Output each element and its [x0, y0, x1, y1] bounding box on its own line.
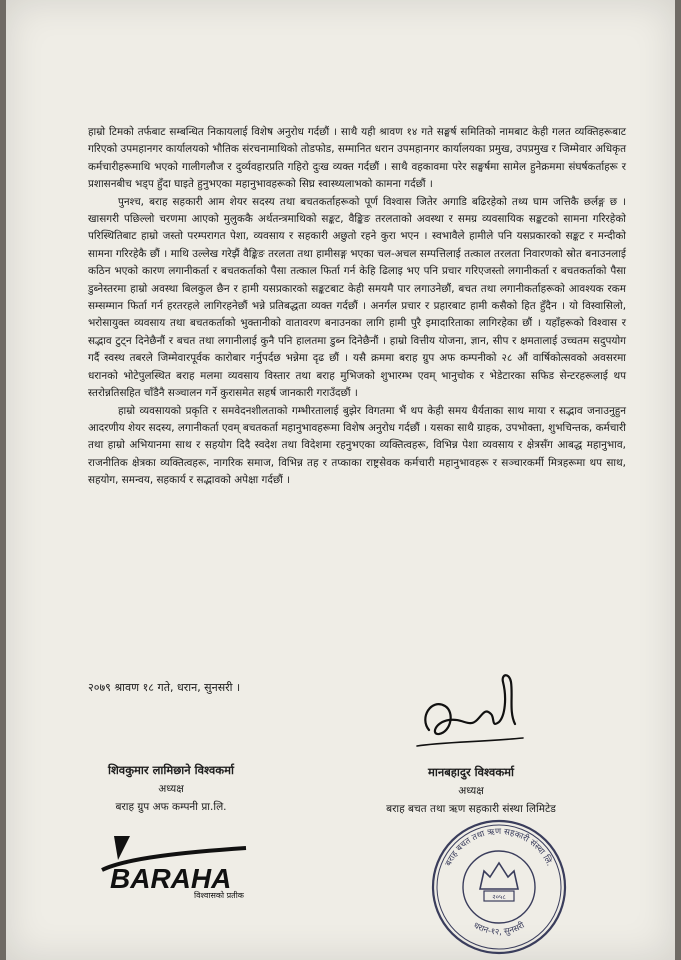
logo-brand-text: BARAHA — [110, 863, 232, 894]
date-line: २०७९ श्रावण १८ गते, धरान, सुनसरी । — [88, 681, 241, 694]
seal-bottom-text: धरान-१२, सुनसरी — [471, 920, 527, 938]
signatory-left-org: बराह ग्रुप अफ कम्पनी प्रा.लि. — [115, 801, 227, 813]
paragraph-1: हाम्रो टिमको तर्फबाट सम्बन्धित निकायलाई विशेष अनुरोध गर्दछौं । साथै यही श्रावण १४ गते सङ्घर्ष समितिको नामबाट केही गलत व्यक्तिहरूबाट गरिएको उपमहानगर कार्यालयको भौतिक संरचनामाथिको तोडफोड, सम्मानित धरान उपमहानगर कार्यालयका प्रमुख, उपप्रमुख र जिम्मेवार अधिकृत कर्मचारीहरूमाथि भएको गालीगलौज र दुर्व्यवहारप्रति गहिरो दुःख व्यक्त गर्दछौं । साथै वहकावमा परेर सङ्घर्षमा सामेल हुनेक्रममा संघर्षकर्ताहरू र प्रशासनबीच भड्प हुँदा घाइते हुनुभएका महानुभावहरूको सिघ्र स्वास्थ्यलाभको कामना गर्दछौं । — [88, 126, 626, 191]
signatory-left-role: अध्यक्ष — [158, 783, 184, 795]
letter-body — [88, 124, 626, 490]
baraha-logo — [96, 830, 256, 900]
signatory-left-name: शिवकुमार लामिछाने विश्वकर्मा — [108, 763, 234, 777]
paragraph-2: पुनश्च, बराह सहकारी आम शेयर सदस्य तथा बचतकर्ताहरूको पूर्ण विश्वास जितेर अगाडि बढिरहेको तथ्य घाम जत्तिकै छर्लङ्ग छ । खासगरी पछिल्लो चरणमा आएको मुलुककै अर्थतन्त्रमाथिको सङ्कट, वैङ्किङ तरलताको अवस्था र समग्र व्यवसायिक सङ्कटको सामना गरिरहेको परिस्थितिबाट हाम्रो जस्तो परम्परागत पेशा, व्यवसाय र सहकारी अछुतो रहने कुरा भएन । स्वभावैले हामीले पनि यसप्रकारको सङ्कट र मन्दीको सामना गरिरहेकै छौं । माथि उल्लेख गरेझैं वैङ्किङ तरलता तथा हामीसङ्ग भएका चल-अचल सम्पत्तिलाई तत्काल तरलता निवारणको स्रोत बनाउनलाई कठिन भएको कारण लगानीकर्ता र बचतकर्ताको पैसा तत्काल फिर्ता गर्न केहि ढिलाइ भए पनि प्रचार गरिएजस्तो लगानीकर्ता र बचतकर्ताको पैसा डुब्नेस्तरमा हाम्रो अवस्था बिलकुल छैन र हामी यसप्रकारको सङ्कटबाट केही समयमै पार लगाउनेछौं, बचत तथा लगानीकर्ताहरूको आवश्यक रकम सम्सम्मान फिर्ता गर्न हरतरहले लागिरहनेछौं भन्ने प्रतिबद्धता व्यक्त गर्दछौं । अनर्गल प्रचार र प्रहारबाट हामी कसैको हित हुँदैन । यो विस्वासिलो, भरोसायुक्त व्यवसाय तथा बचतकर्ताको भुक्तानीको वातावरण बनाउनका लागि हामी पुरै इमादारिताका लागिरहेका छौं । यहाँहरूको विश्वास र सद्भाव टुट्न दिनेछैनौं र बचत तथा लगानीलाई कुनै पनि हालतमा डुब्न दिनेछैनौं । हाम्रो वित्तीय योजना, ज्ञान, सीप र क्षमतालाई उच्चतम सदुपयोग गर्दै स्वस्थ तबरले जिम्मेवारपूर्वक कारोबार गर्नुपर्दछ भन्नेमा दृढ छौं । यसै क्रममा बराह ग्रुप अफ कम्पनीको २८ औं वार्षिकोत्सवको अवसरमा धरानको भोटेपुलस्थित बराह मलमा व्यवसाय विस्तार तथा बराह मुभिजको शुभारम्भ एवम् भानुचोक र भेडेटारका सफिड सेन्टरहरूलाई थप स्तरोन्नतिसहित चाँडैनै सञ्चालन गर्ने कुरासमेत सहर्ष जानकारी गराउँदछौं । — [88, 195, 626, 400]
handwritten-signature — [411, 668, 531, 763]
signatory-right-role: अध्यक्ष — [458, 785, 484, 797]
svg-text:धरान-१२, सुनसरी — [472, 919, 528, 937]
signatory-left — [66, 763, 276, 814]
letter-page — [6, 0, 675, 960]
signatory-right-org: बराह बचत तथा ऋण सहकारी संस्था लिमिटेड — [386, 803, 556, 815]
signatory-right — [336, 765, 606, 816]
seal-ring-text: बराह बचत तथा ऋण सहकारी संस्था लि. — [443, 826, 555, 868]
seal-center-text: २०५८ — [492, 893, 506, 901]
logo-tagline: विश्वासको प्रतीक — [194, 891, 244, 900]
cooperative-seal — [424, 815, 574, 955]
paragraph-3: हाम्रो व्यवसायको प्रकृति र समवेदनशीलताको गम्भीरतालाई बुझेर विगतमा भैं थप केही समय धैर्यताका साथ माया र सद्भाव जनाउनुहुन आदरणीय शेयर सदस्य, लगानीकर्ता एवम् बचतकर्ता महानुभावहरूमा विशेष अनुरोध गर्दछौं । यसका साथै ग्राहक, उपभोक्ता, शुभचिन्तक, कर्मचारी तथा हाम्रो अभियानमा साथ र सहयोग दिदै स्वदेश तथा विदेशमा रहनुभएका व्यक्तित्वहरू, विभिन्न पेशा व्यवसाय र क्षेत्रसँग आबद्ध महानुभाव, राजनीतिक क्षेत्रका व्यक्तित्वहरू, नागरिक समाज, विभिन्न तह र तप्काका राष्ट्रसेवक कर्मचारी महानुभावहरू र सञ्चारकर्मी मित्रहरूमा थप साथ, सहयोग, समन्वय, सहकार्य र सद्भावको अपेक्षा गर्दछौं । — [88, 404, 626, 487]
signatory-right-name: मानबहादुर विश्वकर्मा — [427, 765, 515, 779]
